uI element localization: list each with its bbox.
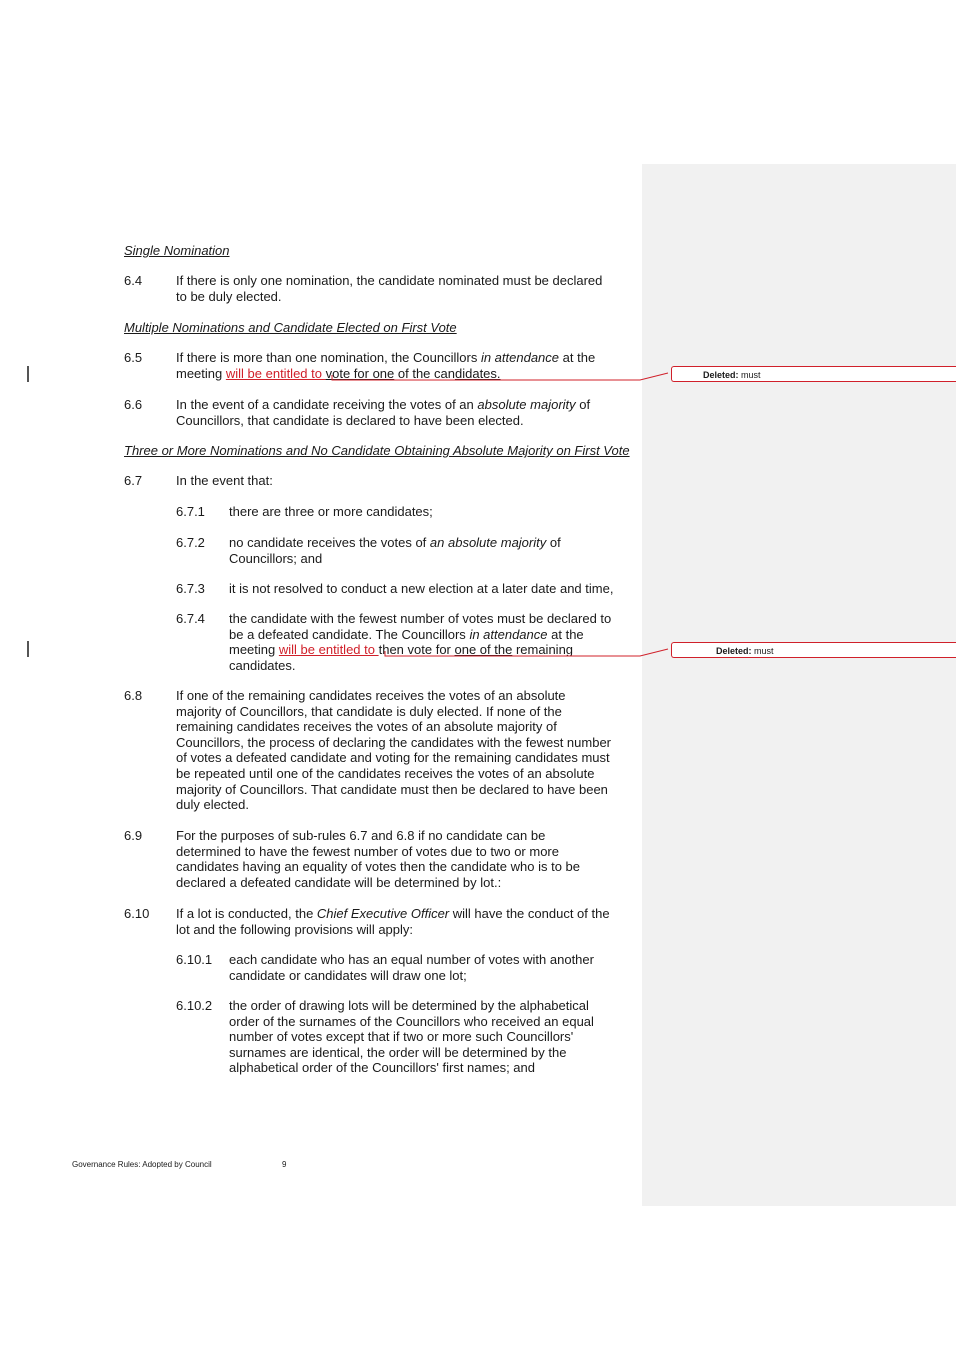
subclause-text: there are three or more candidates;	[229, 504, 433, 519]
inserted-text[interactable]: will be entitled to	[278, 642, 379, 658]
subclause-number: 6.7.1	[176, 504, 205, 519]
subclause-number: 6.7.3	[176, 581, 205, 596]
clause-number: 6.9	[124, 828, 143, 843]
subclause-number: 6.10.2	[176, 998, 213, 1013]
clause-number: 6.8	[124, 688, 143, 703]
section-heading: Multiple Nominations and Candidate Elected on First Vote	[124, 320, 457, 335]
clause-text: If one of the remaining candidates receives the votes of an absolute majority of Councillors, that candidate is duly elected. If none of the remaining candidates receives the votes of an absolute majority of Councillors, the process of declaring the candidates with the fewest number of votes a defeated candidate and voting for the remaining candidates must be repeated until one of the candidates receives the votes of an absolute majority of Councillors. That candidate must then be declared to have been duly elected.	[176, 688, 612, 813]
subclause-number: 6.7.4	[176, 611, 205, 626]
clause-text: If there is only one nomination, the candidate nominated must be declared to be duly elected.	[176, 273, 603, 304]
section-heading: Single Nomination	[124, 243, 230, 258]
subclause-text: the order of drawing lots will be determined by the alphabetical order of the surnames of the Councillors who received an equal number of votes except that if two or more such Councillors' surnames are identical, the order will be determined by the alphabetical order of the Councillors' first names; and	[229, 998, 594, 1076]
subclause-text: each candidate who has an equal number of votes with another candidate or candidates will draw one lot;	[229, 952, 594, 983]
deleted-comment-balloon[interactable]: Deleted: must	[671, 366, 956, 382]
subclause-text: it is not resolved to conduct a new election at a later date and time,	[229, 581, 614, 596]
subclause-text: the candidate with the fewest number of votes must be declared to be a defeated candidate. The Councillors in attendance at the meeting will be entitled to then vote for one of the remaining candidates.	[229, 611, 612, 673]
clause-number: 6.4	[124, 273, 143, 288]
subclause-text: no candidate receives the votes of an absolute majority of Councillors; and	[229, 535, 561, 566]
clause-text: For the purposes of sub-rules 6.7 and 6.8 if no candidate can be determined to have the fewest number of votes due to two or more candidates having an equality of votes then the candidate who is to be declared a defeated candidate will be determined by lot.:	[176, 828, 581, 890]
clause-text: In the event that:	[176, 473, 273, 488]
deleted-comment-balloon[interactable]: Deleted: must	[671, 642, 956, 658]
clause-number: 6.7	[124, 473, 143, 488]
inserted-text[interactable]: will be entitled to	[225, 365, 326, 381]
clause-number: 6.5	[124, 350, 143, 365]
page-number: 9	[282, 1160, 287, 1169]
subclause-number: 6.10.1	[176, 952, 213, 967]
clause-text: If there is more than one nomination, the Councillors in attendance at the meeting will be entitled to vote for one of the candidates.	[176, 350, 596, 381]
clause-number: 6.6	[124, 397, 143, 412]
subclause-number: 6.7.2	[176, 535, 205, 550]
footer-text: Governance Rules: Adopted by Council	[72, 1160, 212, 1169]
section-heading: Three or More Nominations and No Candidate Obtaining Absolute Majority on First Vote	[124, 443, 630, 458]
clause-text: In the event of a candidate receiving the votes of an absolute majority of Councillors, that candidate is declared to have been elected.	[176, 397, 591, 428]
clause-text: If a lot is conducted, the Chief Executive Officer will have the conduct of the lot and the following provisions will apply:	[176, 906, 610, 937]
clause-number: 6.10	[124, 906, 150, 921]
